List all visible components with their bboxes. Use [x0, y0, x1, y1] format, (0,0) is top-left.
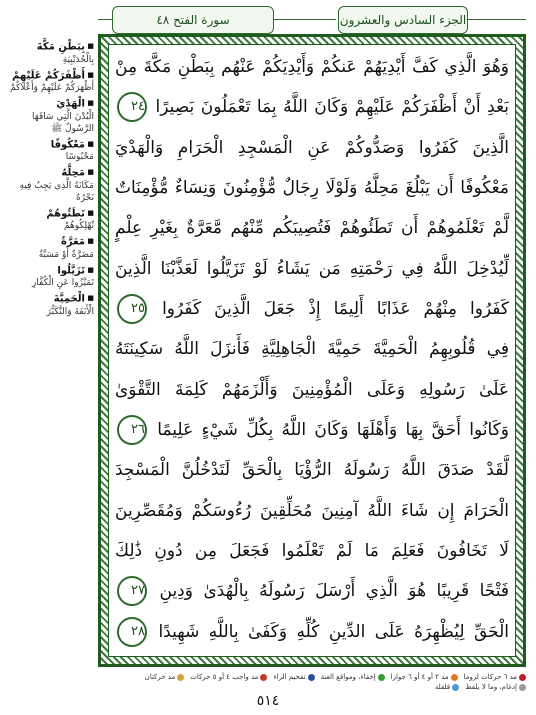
legend-label: مد ٢ أو ٤ أو ٦ جوازا	[390, 673, 449, 681]
header-rule-middle	[274, 19, 336, 20]
text-area	[108, 44, 516, 657]
text-line-11: لَّقَدْ صَدَقَ اللَّهُ رَسُولَهُ الرُّؤْيَا بِالْحَقِّ لَتَدْخُلُنَّ الْمَسْجِدَ	[115, 460, 509, 481]
legend-color-dot	[378, 674, 385, 681]
margin-glossary	[2, 40, 94, 560]
legend-color-dot	[451, 674, 458, 681]
verse-end-marker: ٢٦	[117, 415, 147, 445]
glossary-item: ■ بِبَطْنِ مَكَّةَ بِالْحُدَيْبِيَةِ	[2, 40, 94, 66]
text-line-1: وَهُوَ الَّذِي كَفَّ أَيْدِيَهُمْ عَنكُمْ وَأَيْدِيَكُمْ عَنْهُم بِبَطْنِ مَكَّةَ مِنْ	[115, 57, 509, 77]
legend-color-dot	[308, 674, 315, 681]
legend-color-dot	[452, 684, 459, 691]
glossary-item: ■ تَطَئُوهُمْ تُهْلِكُوهُمْ	[2, 207, 94, 233]
text-line-7: كَفَرُوا مِنْهُمْ عَذَابًا أَلِيمًا إِذْ جَعَلَ الَّذِينَ كَفَرُوا ٢٥	[115, 291, 509, 329]
legend-label: قلقلة	[434, 683, 451, 691]
surah-title	[112, 6, 274, 34]
page-number: ٥١٤	[256, 693, 280, 709]
legend-item	[273, 672, 314, 682]
verse-lines	[115, 49, 509, 652]
frame-border-pattern	[101, 37, 523, 664]
juz-title	[338, 6, 468, 34]
legend-color-dot	[519, 674, 526, 681]
legend-item	[321, 672, 385, 682]
tajweed-legend	[98, 672, 526, 692]
legend-label: إدغام، وما لا يلفظ	[465, 683, 517, 691]
text-line-10: وَكَانُوا أَحَقَّ بِهَا وَأَهْلَهَا وَكَانَ اللَّهُ بِكُلِّ شَيْءٍ عَلِيمًا ٢٦	[115, 412, 509, 450]
legend-color-dot	[260, 674, 267, 681]
legend-item	[465, 682, 526, 692]
text-line-6: لِّيُدْخِلَ اللَّهُ فِي رَحْمَتِهِ مَن يَشَاءُ لَوْ تَزَيَّلُوا لَعَذَّبْنَا الَّذِينَ	[115, 258, 509, 279]
text-line-12: الْحَرَامَ إِن شَاءَ اللَّهُ آمِنِينَ مُحَلِّقِينَ رُءُوسَكُمْ وَمُقَصِّرِينَ	[115, 500, 509, 521]
glossary-item: ■ الْهَدْيَ الْبُدْنَ الَّتِي سَاقَهَا الرَّسُولُ ﷺ	[2, 97, 94, 135]
text-line-5: لَّمْ تَعْلَمُوهُمْ أَن تَطَئُوهُمْ فَتُصِيبَكُم مِّنْهُم مَّعَرَّةٌ بِغَيْرِ عِلْمٍ	[115, 218, 509, 239]
juz-title-text: الجزء السادس والعشرون	[339, 13, 467, 27]
legend-item	[391, 672, 458, 682]
surah-title-text: سورة الفتح ٤٨	[156, 13, 230, 27]
legend-label: مد واجب ٤ أو ٥ حركات	[190, 673, 259, 681]
header-rule-left	[98, 19, 112, 20]
text-line-8: فِي قُلُوبِهِمُ الْحَمِيَّةَ حَمِيَّةَ الْجَاهِلِيَّةِ فَأَنزَلَ اللَّهُ سَكِينَتَهُ	[115, 339, 509, 360]
text-line-4: مَعْكُوفًا أَن يَبْلُغَ مَحِلَّهُ وَلَوْلَا رِجَالٌ مُّؤْمِنُونَ وَنِسَاءٌ مُّؤْمِنَاتٌ	[115, 178, 509, 199]
header-rule-right	[468, 19, 526, 20]
legend-item	[435, 682, 459, 692]
text-line-14: فَتْحًا قَرِيبًا هُوَ الَّذِي أَرْسَلَ رَسُولَهُ بِالْهُدَىٰ وَدِينِ ٢٧	[115, 573, 509, 611]
legend-label: مد ٦ حركات لزوما	[463, 673, 517, 681]
text-line-13: لَا تَخَافُونَ فَعَلِمَ مَا لَمْ تَعْلَمُوا فَجَعَلَ مِن دُونِ ذَٰلِكَ	[115, 541, 509, 562]
glossary-item: ■ أَظْفَرَكُمْ عَلَيْهِمْ أَظْهَرَكُمْ عَلَيْهِمْ وَأَعْلَاكُمْ	[2, 69, 94, 95]
text-line-9: عَلَىٰ رَسُولِهِ وَعَلَى الْمُؤْمِنِينَ وَأَلْزَمَهُمْ كَلِمَةَ التَّقْوَىٰ	[115, 379, 509, 400]
glossary-item: ■ مَعَرَّةٌ مَضَرَّةٌ أَوْ مَسَبَّةٌ	[2, 235, 94, 261]
verse-end-marker: ٢٧	[117, 576, 147, 606]
glossary-item: ■ مَحِلَّهُ مَكَانَهُ الَّذِي يَجِبُ فِيهِ نَحْرُهُ	[2, 166, 94, 204]
legend-color-dot	[519, 684, 526, 691]
verse-end-marker: ٢٤	[117, 92, 147, 122]
legend-label: إخفاء، ومواقع الغنة	[320, 673, 376, 681]
glossary-item: ■ تَزَيَّلُوا تَمَيَّزُوا عَنِ الْكُفَّارِ	[2, 264, 94, 290]
text-line-15: الْحَقِّ لِيُظْهِرَهُ عَلَى الدِّينِ كُلِّهِ وَكَفَىٰ بِاللَّهِ شَهِيدًا ٢٨	[115, 614, 509, 652]
legend-item	[145, 672, 185, 682]
glossary-item: ■ مَعْكُوفًا مَحْبُوسًا	[2, 138, 94, 164]
verse-end-marker: ٢٥	[117, 294, 147, 324]
glossary-item: ■ الْحَمِيَّةَ الْأَنَفَةَ وَالتَّكَبُّرَ	[2, 292, 94, 318]
legend-item	[190, 672, 267, 682]
text-frame	[98, 34, 526, 667]
legend-color-dot	[177, 674, 184, 681]
legend-label: مد حركتان	[144, 673, 176, 681]
verse-end-marker: ٢٨	[117, 617, 147, 647]
legend-label: تفخيم الراء	[273, 673, 306, 681]
text-line-3: الَّذِينَ كَفَرُوا وَصَدُّوكُمْ عَنِ الْمَسْجِدِ الْحَرَامِ وَالْهَدْيَ	[115, 137, 509, 158]
text-line-2: بَعْدِ أَنْ أَظْفَرَكُمْ عَلَيْهِمْ وَكَانَ اللَّهُ بِمَا تَعْمَلُونَ بَصِيرًا ٢٤	[115, 89, 509, 127]
legend-item	[464, 672, 526, 682]
